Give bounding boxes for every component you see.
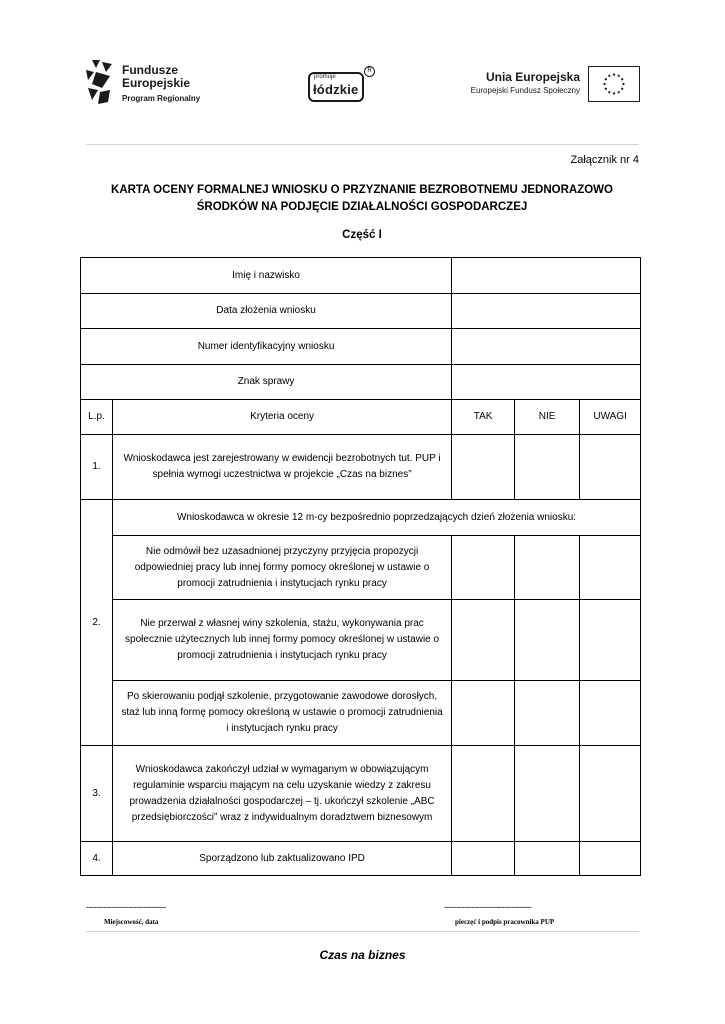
fundusze-europejskie-logo <box>86 58 226 110</box>
info-value-cell[interactable] <box>452 258 641 294</box>
no-cell[interactable] <box>515 842 580 876</box>
header-notes: UWAGI <box>580 400 641 435</box>
header-divider <box>86 144 639 145</box>
no-cell[interactable] <box>515 746 580 842</box>
lodzkie-logo-big: łódzkie <box>313 82 359 97</box>
info-row-case <box>81 365 641 400</box>
notes-cell[interactable] <box>580 681 641 746</box>
no-cell[interactable] <box>515 681 580 746</box>
criteria-text: Wnioskodawca zakończył udział w wymaganym w obowiązującym regulaminie wsparciu mającym na celu uzyskanie wiedzy z zakresu prowadzenia działalności gospodarczej – tj. ukończył szkolenie „ABC przedsiębiorczości” wraz z indywidualnym doradztwem biznesowym <box>113 746 452 842</box>
criteria-text: Nie odmówił bez uzasadnionej przyczyny przyjęcia propozycji odpowiedniej pracy lub innej formy pomocy określonej w ustawie o promocji zatrudnienia i instytucjach rynku pracy <box>113 536 452 600</box>
criteria-row-2c <box>81 681 641 746</box>
row-number: 2. <box>81 500 113 746</box>
row-number: 1. <box>81 435 113 500</box>
criteria-row-2b <box>81 600 641 681</box>
yes-cell[interactable] <box>452 681 515 746</box>
header-criteria: Kryteria oceny <box>113 400 452 435</box>
info-label: Data złożenia wniosku <box>81 294 452 329</box>
criteria-row-4 <box>81 842 641 876</box>
notes-cell[interactable] <box>580 600 641 681</box>
notes-cell[interactable] <box>580 746 641 842</box>
yes-cell[interactable] <box>452 746 515 842</box>
info-row-name <box>81 258 641 294</box>
no-cell[interactable] <box>515 600 580 681</box>
criteria-row-3 <box>81 746 641 842</box>
info-row-date <box>81 294 641 329</box>
yes-cell[interactable] <box>452 842 515 876</box>
place-date-line: -------------------------------- <box>86 902 166 912</box>
header-yes: TAK <box>452 400 515 435</box>
no-cell[interactable] <box>515 435 580 500</box>
criteria-text: Nie przerwał z własnej winy szkolenia, stażu, wykonywania prac społecznie użytecznych lub innej formy pomocy określonej w ustawie o promocji zatrudnienia i instytucjach rynku pracy <box>113 600 452 681</box>
footer-project-name: Czas na biznes <box>319 948 406 962</box>
row-number: 4. <box>81 842 113 876</box>
header-row <box>81 400 641 435</box>
info-label: Numer identyfikacyjny wniosku <box>81 329 452 365</box>
criteria-row-1 <box>81 435 641 500</box>
registered-mark-icon: R <box>364 66 375 77</box>
signature-line: ----------------------------------- <box>444 902 532 912</box>
unia-europejska-logo <box>456 66 642 106</box>
annex-number: Załącznik nr 4 <box>570 154 639 166</box>
evaluation-table <box>80 257 641 876</box>
fe-logo-line3: Program Regionalny <box>122 94 201 103</box>
fe-star-mark-icon <box>86 60 114 106</box>
no-cell[interactable] <box>515 536 580 600</box>
info-label: Znak sprawy <box>81 365 452 400</box>
notes-cell[interactable] <box>580 435 641 500</box>
yes-cell[interactable] <box>452 600 515 681</box>
notes-cell[interactable] <box>580 842 641 876</box>
ue-logo-title: Unia Europejska <box>485 70 580 84</box>
lodzkie-logo-small: promuje <box>314 74 336 80</box>
title-line-2: ŚRODKÓW NA PODJĘCIE DZIAŁALNOŚCI GOSPODARCZEJ <box>196 201 528 213</box>
criteria-row-2-intro <box>81 500 641 536</box>
ue-logo-subtitle: Europejski Fundusz Społeczny <box>470 86 580 95</box>
info-value-cell[interactable] <box>452 329 641 365</box>
signature-label: pieczęć i podpis pracownika PUP <box>455 918 555 926</box>
header-lp: L.p. <box>81 400 113 435</box>
notes-cell[interactable] <box>580 536 641 600</box>
part-heading: Część I <box>342 229 382 241</box>
criteria-row-2a <box>81 536 641 600</box>
criteria-text: Po skierowaniu podjął szkolenie, przygotowanie zawodowe dorosłych, staż lub inną formę pomocy określoną w ustawie o promocji zatrudnienia i instytucjach rynku pracy <box>113 681 452 746</box>
info-value-cell[interactable] <box>452 294 641 329</box>
yes-cell[interactable] <box>452 536 515 600</box>
header-no: NIE <box>515 400 580 435</box>
criteria-text: Sporządzono lub zaktualizowano IPD <box>113 842 452 876</box>
fe-logo-line2: Europejskie <box>122 76 191 90</box>
info-value-cell[interactable] <box>452 365 641 400</box>
title-line-1: KARTA OCENY FORMALNEJ WNIOSKU O PRZYZNANIE BEZROBOTNEMU JEDNORAZOWO <box>111 184 613 196</box>
eu-flag-icon <box>588 66 640 102</box>
promuje-lodzkie-logo <box>308 68 374 104</box>
fe-logo-line1: Fundusze <box>122 63 178 77</box>
criteria-text: Wnioskodawca jest zarejestrowany w ewidencji bezrobotnych tut. PUP i spełnia wymogi uczestnictwa w projekcie „Czas na biznes” <box>113 435 452 500</box>
footer-divider <box>86 931 639 932</box>
info-label: Imię i nazwisko <box>81 258 452 294</box>
document-title <box>80 182 644 216</box>
criteria-intro: Wnioskodawca w okresie 12 m-cy bezpośrednio poprzedzających dzień złożenia wniosku: <box>113 500 641 536</box>
row-number: 3. <box>81 746 113 842</box>
info-row-id <box>81 329 641 365</box>
yes-cell[interactable] <box>452 435 515 500</box>
place-date-label: Miejscowość, data <box>104 918 159 926</box>
